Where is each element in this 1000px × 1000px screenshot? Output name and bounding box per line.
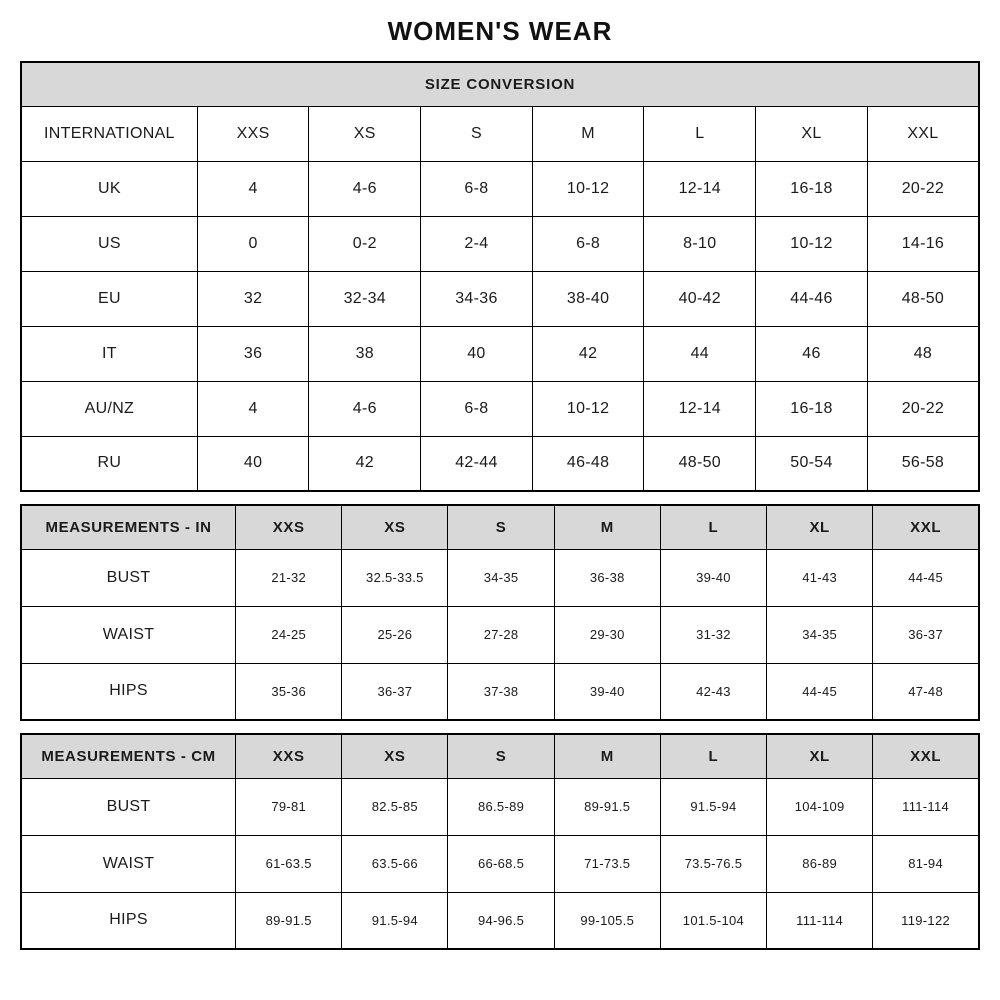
row-label: US (21, 216, 197, 271)
table-cell: 39-40 (660, 549, 766, 606)
table-cell: 86.5-89 (448, 778, 554, 835)
table-cell: 91.5-94 (342, 892, 448, 949)
size-conversion-banner: SIZE CONVERSION (21, 62, 979, 106)
column-header: XS (342, 505, 448, 549)
header-row (21, 505, 979, 549)
column-header: INTERNATIONAL (21, 106, 197, 161)
table-cell: 38-40 (532, 271, 644, 326)
table-cell: 37-38 (448, 663, 554, 720)
table-cell: 36-37 (342, 663, 448, 720)
table-cell: 36-38 (554, 549, 660, 606)
table-row (21, 436, 979, 491)
table-cell: 8-10 (644, 216, 756, 271)
column-header: L (644, 106, 756, 161)
table-cell: 46-48 (532, 436, 644, 491)
row-label: RU (21, 436, 197, 491)
table-cell: 4 (197, 381, 309, 436)
table-cell: 50-54 (756, 436, 868, 491)
column-header: XXL (867, 106, 979, 161)
header-row (21, 106, 979, 161)
table-cell: 6-8 (421, 161, 533, 216)
column-header: XS (342, 734, 448, 778)
table-cell: 42-44 (421, 436, 533, 491)
table-cell: 20-22 (867, 381, 979, 436)
table-cell: 42 (309, 436, 421, 491)
column-header: XL (756, 106, 868, 161)
row-label: HIPS (21, 663, 236, 720)
column-header: XXS (197, 106, 309, 161)
row-label: BUST (21, 549, 236, 606)
table-cell: 40 (197, 436, 309, 491)
table-cell: 29-30 (554, 606, 660, 663)
row-label: AU/NZ (21, 381, 197, 436)
table-cell: 6-8 (421, 381, 533, 436)
table-row (21, 663, 979, 720)
table-cell: 24-25 (236, 606, 342, 663)
column-header: XXS (236, 734, 342, 778)
table-row (21, 216, 979, 271)
column-header: XL (767, 505, 873, 549)
column-header: M (554, 505, 660, 549)
table-cell: 2-4 (421, 216, 533, 271)
table-row (21, 549, 979, 606)
column-header: S (421, 106, 533, 161)
column-header: M (554, 734, 660, 778)
table-cell: 48-50 (867, 271, 979, 326)
table-cell: 32.5-33.5 (342, 549, 448, 606)
table-cell: 44-45 (767, 663, 873, 720)
row-label: IT (21, 326, 197, 381)
column-header: XXL (873, 505, 979, 549)
table-cell: 48-50 (644, 436, 756, 491)
column-header: XXS (236, 505, 342, 549)
row-label: WAIST (21, 835, 236, 892)
column-header: XXL (873, 734, 979, 778)
column-header: L (660, 734, 766, 778)
column-header: M (532, 106, 644, 161)
table-cell: 111-114 (873, 778, 979, 835)
table-cell: 46 (756, 326, 868, 381)
table-cell: 12-14 (644, 161, 756, 216)
table-cell: 4-6 (309, 161, 421, 216)
table-cell: 63.5-66 (342, 835, 448, 892)
table-cell: 0-2 (309, 216, 421, 271)
row-label: BUST (21, 778, 236, 835)
row-label: EU (21, 271, 197, 326)
table-cell: 42-43 (660, 663, 766, 720)
table-cell: 32-34 (309, 271, 421, 326)
table-cell: 56-58 (867, 436, 979, 491)
column-header: S (448, 505, 554, 549)
table-cell: 104-109 (767, 778, 873, 835)
column-header: MEASUREMENTS - IN (21, 505, 236, 549)
row-label: WAIST (21, 606, 236, 663)
table-cell: 89-91.5 (236, 892, 342, 949)
row-label: HIPS (21, 892, 236, 949)
table-cell: 36 (197, 326, 309, 381)
table-cell: 71-73.5 (554, 835, 660, 892)
table-cell: 44-45 (873, 549, 979, 606)
table-cell: 16-18 (756, 161, 868, 216)
table-cell: 94-96.5 (448, 892, 554, 949)
measurements-in-table (20, 504, 980, 721)
column-header: XL (767, 734, 873, 778)
table-cell: 44-46 (756, 271, 868, 326)
table-cell: 6-8 (532, 216, 644, 271)
table-cell: 66-68.5 (448, 835, 554, 892)
table-cell: 4-6 (309, 381, 421, 436)
table-cell: 4 (197, 161, 309, 216)
table-cell: 34-35 (448, 549, 554, 606)
table-cell: 34-36 (421, 271, 533, 326)
table-row (21, 271, 979, 326)
table-cell: 41-43 (767, 549, 873, 606)
table-row (21, 892, 979, 949)
column-header: L (660, 505, 766, 549)
size-conversion-table (20, 61, 980, 492)
table-cell: 48 (867, 326, 979, 381)
table-cell: 12-14 (644, 381, 756, 436)
table-cell: 16-18 (756, 381, 868, 436)
table-cell: 36-37 (873, 606, 979, 663)
table-row (21, 606, 979, 663)
column-header: MEASUREMENTS - CM (21, 734, 236, 778)
table-cell: 91.5-94 (660, 778, 766, 835)
table-cell: 20-22 (867, 161, 979, 216)
table-cell: 21-32 (236, 549, 342, 606)
table-cell: 82.5-85 (342, 778, 448, 835)
table-cell: 61-63.5 (236, 835, 342, 892)
table-cell: 35-36 (236, 663, 342, 720)
table-cell: 10-12 (756, 216, 868, 271)
table-row (21, 835, 979, 892)
measurements-cm-table (20, 733, 980, 950)
table-cell: 38 (309, 326, 421, 381)
table-cell: 0 (197, 216, 309, 271)
table-cell: 27-28 (448, 606, 554, 663)
table-cell: 32 (197, 271, 309, 326)
table-cell: 10-12 (532, 161, 644, 216)
table-cell: 47-48 (873, 663, 979, 720)
table-cell: 42 (532, 326, 644, 381)
header-row (21, 734, 979, 778)
table-cell: 40-42 (644, 271, 756, 326)
table-cell: 10-12 (532, 381, 644, 436)
column-header: XS (309, 106, 421, 161)
table-cell: 14-16 (867, 216, 979, 271)
banner-row (21, 62, 979, 106)
table-cell: 79-81 (236, 778, 342, 835)
table-cell: 34-35 (767, 606, 873, 663)
table-cell: 31-32 (660, 606, 766, 663)
table-cell: 44 (644, 326, 756, 381)
page-title: WOMEN'S WEAR (387, 16, 613, 46)
column-header: S (448, 734, 554, 778)
table-row (21, 778, 979, 835)
table-row (21, 381, 979, 436)
table-cell: 86-89 (767, 835, 873, 892)
table-cell: 119-122 (873, 892, 979, 949)
table-cell: 101.5-104 (660, 892, 766, 949)
table-cell: 81-94 (873, 835, 979, 892)
table-row (21, 161, 979, 216)
table-row (21, 326, 979, 381)
table-cell: 73.5-76.5 (660, 835, 766, 892)
table-cell: 40 (421, 326, 533, 381)
table-cell: 111-114 (767, 892, 873, 949)
row-label: UK (21, 161, 197, 216)
table-cell: 39-40 (554, 663, 660, 720)
table-cell: 99-105.5 (554, 892, 660, 949)
table-cell: 89-91.5 (554, 778, 660, 835)
table-cell: 25-26 (342, 606, 448, 663)
